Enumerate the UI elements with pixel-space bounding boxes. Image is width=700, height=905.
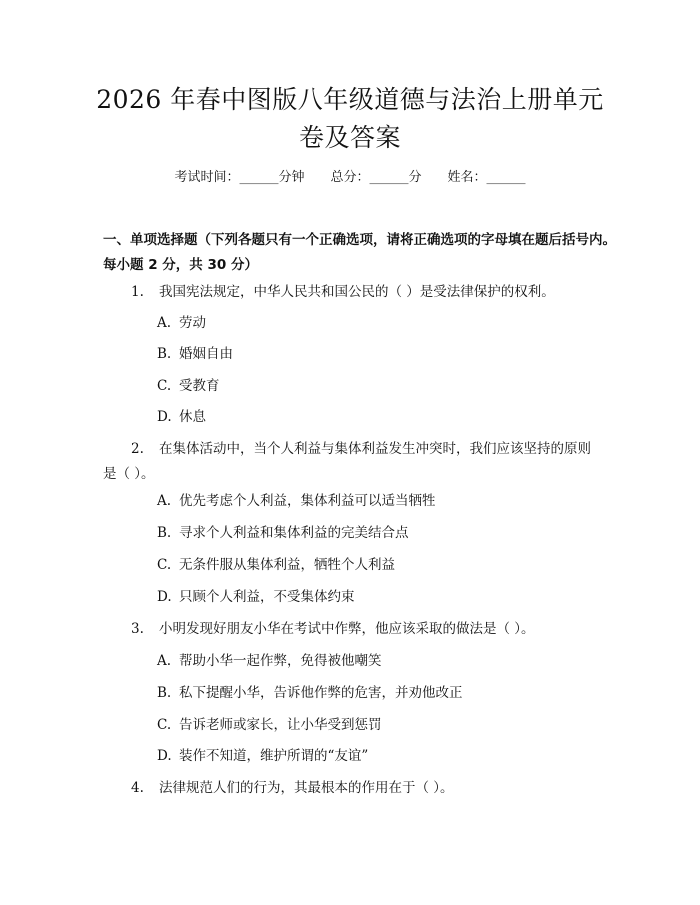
question-3 (103, 617, 603, 642)
option-text: 告诉老师或家长，让小华受到惩罚 (179, 717, 382, 733)
option-text: 休息 (179, 409, 206, 425)
question-4 (103, 776, 603, 801)
option-letter: C. (157, 717, 172, 733)
document-title-line-2: 卷及答案 (298, 123, 401, 152)
question-text: 小明发现好朋友小华在考试中作弊，他应该采取的做法是（ ）。 (159, 621, 535, 637)
option-letter: B. (157, 525, 172, 541)
option-text: 受教育 (179, 378, 220, 394)
option-text: 只顾个人利益，不受集体约束 (179, 589, 355, 605)
question-text: 我国宪法规定，中华人民共和国公民的（ ）是受法律保护的权利。 (159, 284, 555, 300)
section-heading: 一、单项选择题（下列各题只有一个正确选项，请将正确选项的字母填在题后括号内。每小题 2 分，共 30 分） (103, 232, 616, 273)
exam-time-label: 考试时间：______分钟 (174, 170, 305, 185)
option-text: 私下提醒小华，告诉他作弊的危害，并劝他改正 (179, 685, 463, 701)
option-letter: D. (157, 409, 172, 425)
question-number: 2. (131, 441, 144, 457)
option-text: 帮助小华一起作弊，免得被他嘲笑 (179, 653, 382, 669)
question-text: 在集体活动中，当个人利益与集体利益发生冲突时，我们应该坚持的原则是（ ）。 (103, 441, 591, 482)
option-text: 婚姻自由 (179, 346, 233, 362)
option-1b (157, 344, 597, 364)
option-3d (157, 746, 597, 766)
option-text: 无条件服从集体利益，牺牲个人利益 (179, 557, 395, 573)
option-letter: A. (157, 315, 172, 331)
option-3a (157, 651, 597, 671)
option-1d (157, 407, 597, 427)
option-letter: D. (157, 589, 172, 605)
question-2 (103, 437, 603, 487)
option-3c (157, 715, 597, 735)
option-1c (157, 376, 597, 396)
exam-meta (0, 168, 700, 188)
option-letter: C. (157, 378, 172, 394)
question-1 (103, 280, 603, 305)
option-letter: A. (157, 653, 172, 669)
option-text: 寻求个人利益和集体利益的完美结合点 (179, 525, 409, 541)
option-text: 劳动 (179, 315, 206, 331)
exam-name-label: 姓名：______ (447, 170, 526, 185)
option-2c (157, 555, 597, 575)
option-letter: D. (157, 748, 172, 764)
question-text: 法律规范人们的行为，其最根本的作用在于（ ）。 (159, 780, 454, 796)
option-text: 装作不知道，维护所谓的“友谊” (179, 748, 369, 764)
option-text: 优先考虑个人利益，集体利益可以适当牺牲 (179, 493, 436, 509)
option-2d (157, 587, 597, 607)
question-number: 1. (131, 284, 144, 300)
option-2b (157, 523, 597, 543)
exam-score-label: 总分：______分 (330, 170, 422, 185)
option-2a (157, 491, 597, 511)
option-3b (157, 683, 597, 703)
option-1a (157, 313, 597, 333)
question-number: 4. (131, 780, 144, 796)
document-title-line-1: 2026 年春中图版八年级道德与法治上册单元 (96, 85, 604, 114)
option-letter: C. (157, 557, 172, 573)
option-letter: A. (157, 493, 172, 509)
question-number: 3. (131, 621, 144, 637)
option-letter: B. (157, 685, 172, 701)
option-letter: B. (157, 346, 172, 362)
